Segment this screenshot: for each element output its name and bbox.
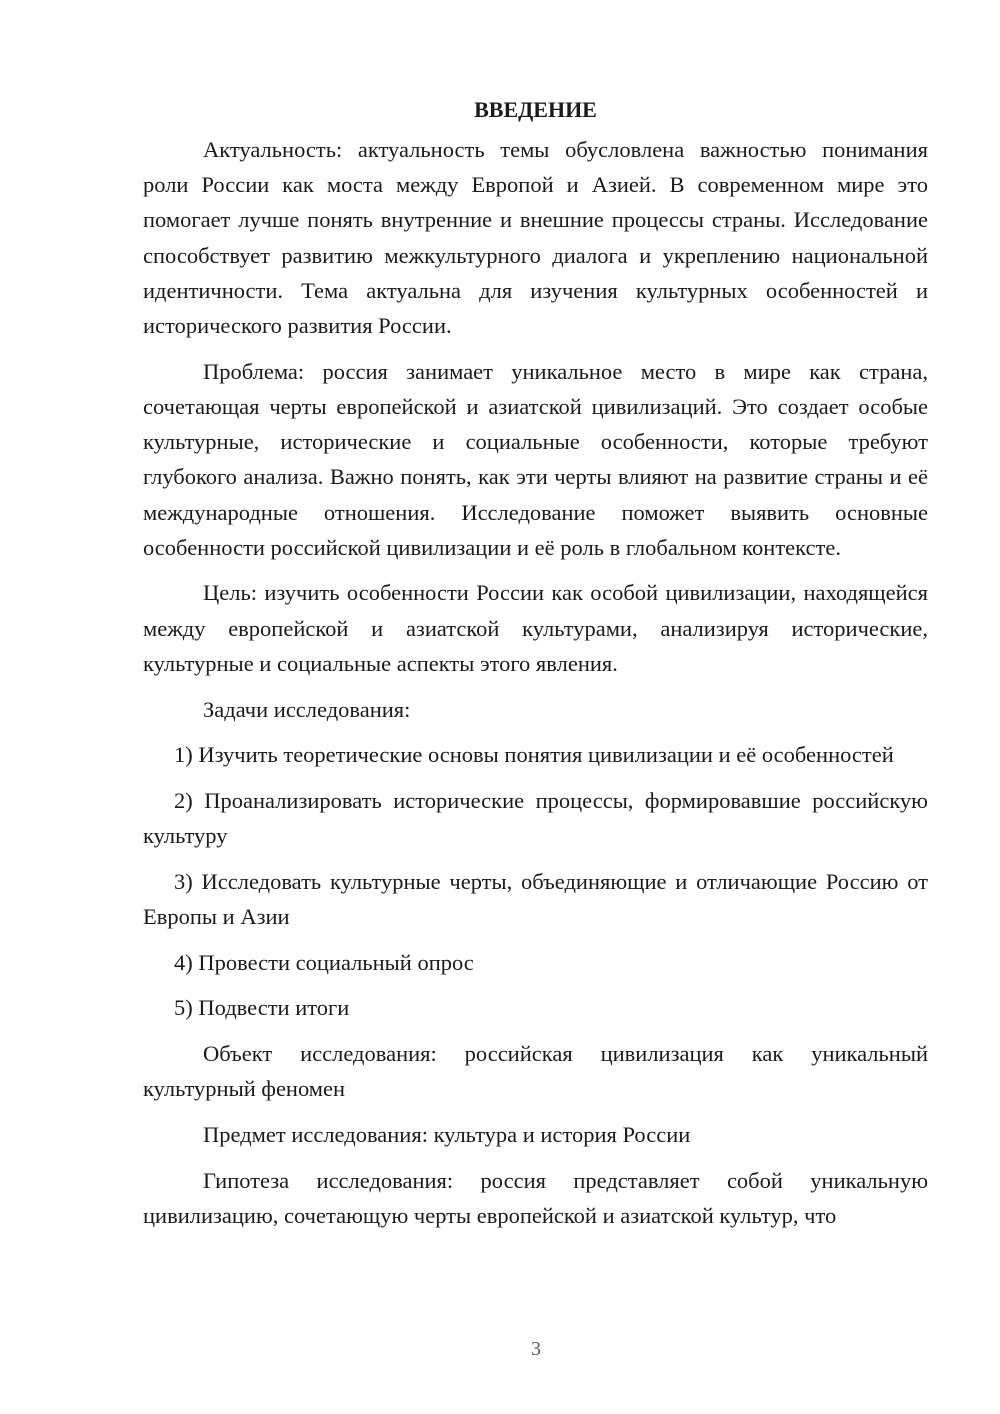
hypothesis-paragraph: Гипотеза исследования: россия представляет собой уникальную цивилизацию, сочетающую черты европейской и азиатской культур, что <box>143 1167 928 1228</box>
task-item: 2) Проанализировать исторические процессы, формировавшие российскую культуру <box>143 787 928 849</box>
section-heading: ВВЕДЕНИЕ <box>474 97 597 122</box>
task-item: 4) Провести социальный опрос <box>174 949 474 975</box>
relevance-paragraph: Актуальность: актуальность темы обусловлена важностью понимания роли России как моста между Европой и Азией. В современном мире это помогает лучше понять внутренние и внешние процессы страны. Исследование способствует развитию межкультурного диалога и укреплению национальной идентичности. Тема актуальна для изучения культурных особенностей и исторического развития России. <box>143 137 928 339</box>
task-item: 3) Исследовать культурные черты, объединяющие и отличающие Россию от Европы и Азии <box>143 868 928 930</box>
task-item: 5) Подвести итоги <box>174 995 350 1021</box>
problem-paragraph: Проблема: россия занимает уникальное место в мире как страна, сочетающая черты европейской и азиатской цивилизаций. Это создает особые культурные, исторические и социальные особенности, которые требуют глубокого анализа. Важно понять, как эти черты влияют на развитие страны и её международные отношения. Исследование поможет выявить основные особенности российской цивилизации и её роль в глобальном контексте. <box>143 358 928 560</box>
research-subject-paragraph: Предмет исследования: культура и история России <box>203 1122 691 1148</box>
page-number: 3 <box>531 1338 541 1360</box>
task-item: 1) Изучить теоретические основы понятия цивилизации и её особенностей <box>174 742 894 768</box>
research-object-paragraph: Объект исследования: российская цивилизация как уникальный культурный феномен <box>143 1041 928 1102</box>
tasks-intro: Задачи исследования: <box>203 696 411 722</box>
goal-paragraph: Цель: изучить особенности России как особой цивилизации, находящейся между европейской и азиатской культурами, анализируя исторические, культурные и социальные аспекты этого явления. <box>143 580 928 676</box>
document-page <box>143 92 928 1233</box>
